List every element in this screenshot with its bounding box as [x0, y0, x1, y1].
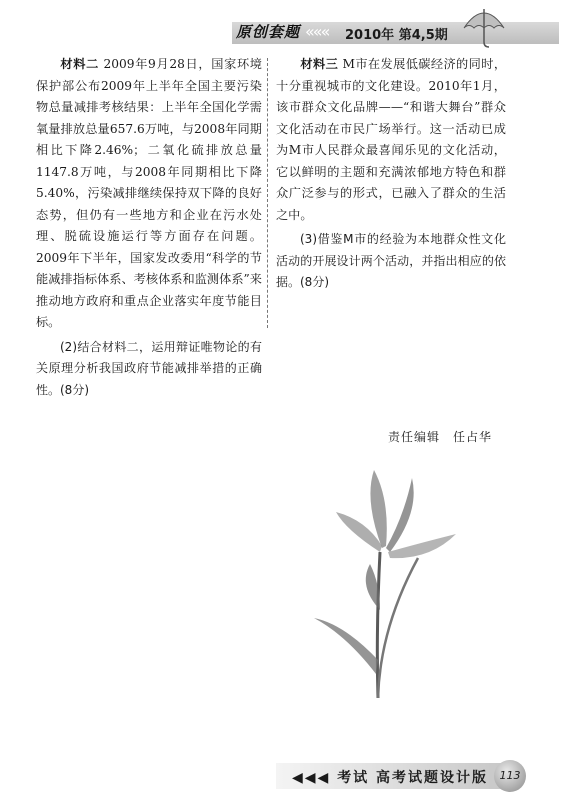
editor-credit: 责任编辑 任占华	[388, 430, 493, 444]
material-three-tag: 材料三	[300, 57, 339, 71]
left-column	[36, 54, 262, 401]
footer-magazine	[292, 767, 488, 787]
chevron-decoration: «««	[305, 22, 329, 41]
back-arrows-icon: ◀◀◀	[292, 770, 331, 786]
issue-label: 2010年 第4,5期	[345, 28, 448, 43]
material-three-text: M市在发展低碳经济的同时，十分重视城市的文化建设。2010年1月，该市群众文化品牌——“和谐大舞台”群众文化活动在市民广场举行。这一活动已成为M市人民群众最喜闻乐见的文化活动，它以鲜明的主题和充满浓郁地方特色和群众广泛参与的形式，已融入了群众的生活之中。	[276, 57, 507, 222]
iris-flower-illustration	[306, 460, 466, 700]
magazine-name: 考试 高考试题设计版	[337, 770, 489, 786]
brand-title: 原创套题	[236, 23, 301, 41]
material-three	[276, 54, 506, 226]
question-three: (3)借鉴M市的经验为本地群众性文化活动的开展设计两个活动，并指出相应的依据。(8分)	[276, 232, 506, 289]
right-column	[276, 54, 506, 294]
question-two: (2)结合材料二，运用辩证唯物论的有关原理分析我国政府节能减排举措的正确性。(8分)	[36, 339, 262, 397]
material-two	[36, 54, 262, 334]
page-number: 113	[494, 760, 526, 792]
material-two-text: 2009年9月28日，国家环境保护部公布2009年上半年全国主要污染物总量减排考核结果：上半年全国化学需氧量排放总量657.6万吨，与2008年同期相比下降2.46%；二氧化硫排放总量1147.8万吨，与2008年同期相比下降5.40%，污染减排继续保持双下降的良好态势，但仍有一些地方和企业在污水处理、脱硫设施运行等方面存在问题。2009年下半年，国家发改委用“科学的节能减排指标体系、考核体系和监测体系”来推动地方政府和重点企业落实年度节能目标。	[36, 57, 262, 329]
umbrella-icon	[460, 4, 508, 50]
material-two-tag: 材料二	[60, 57, 99, 71]
column-divider	[267, 58, 268, 328]
